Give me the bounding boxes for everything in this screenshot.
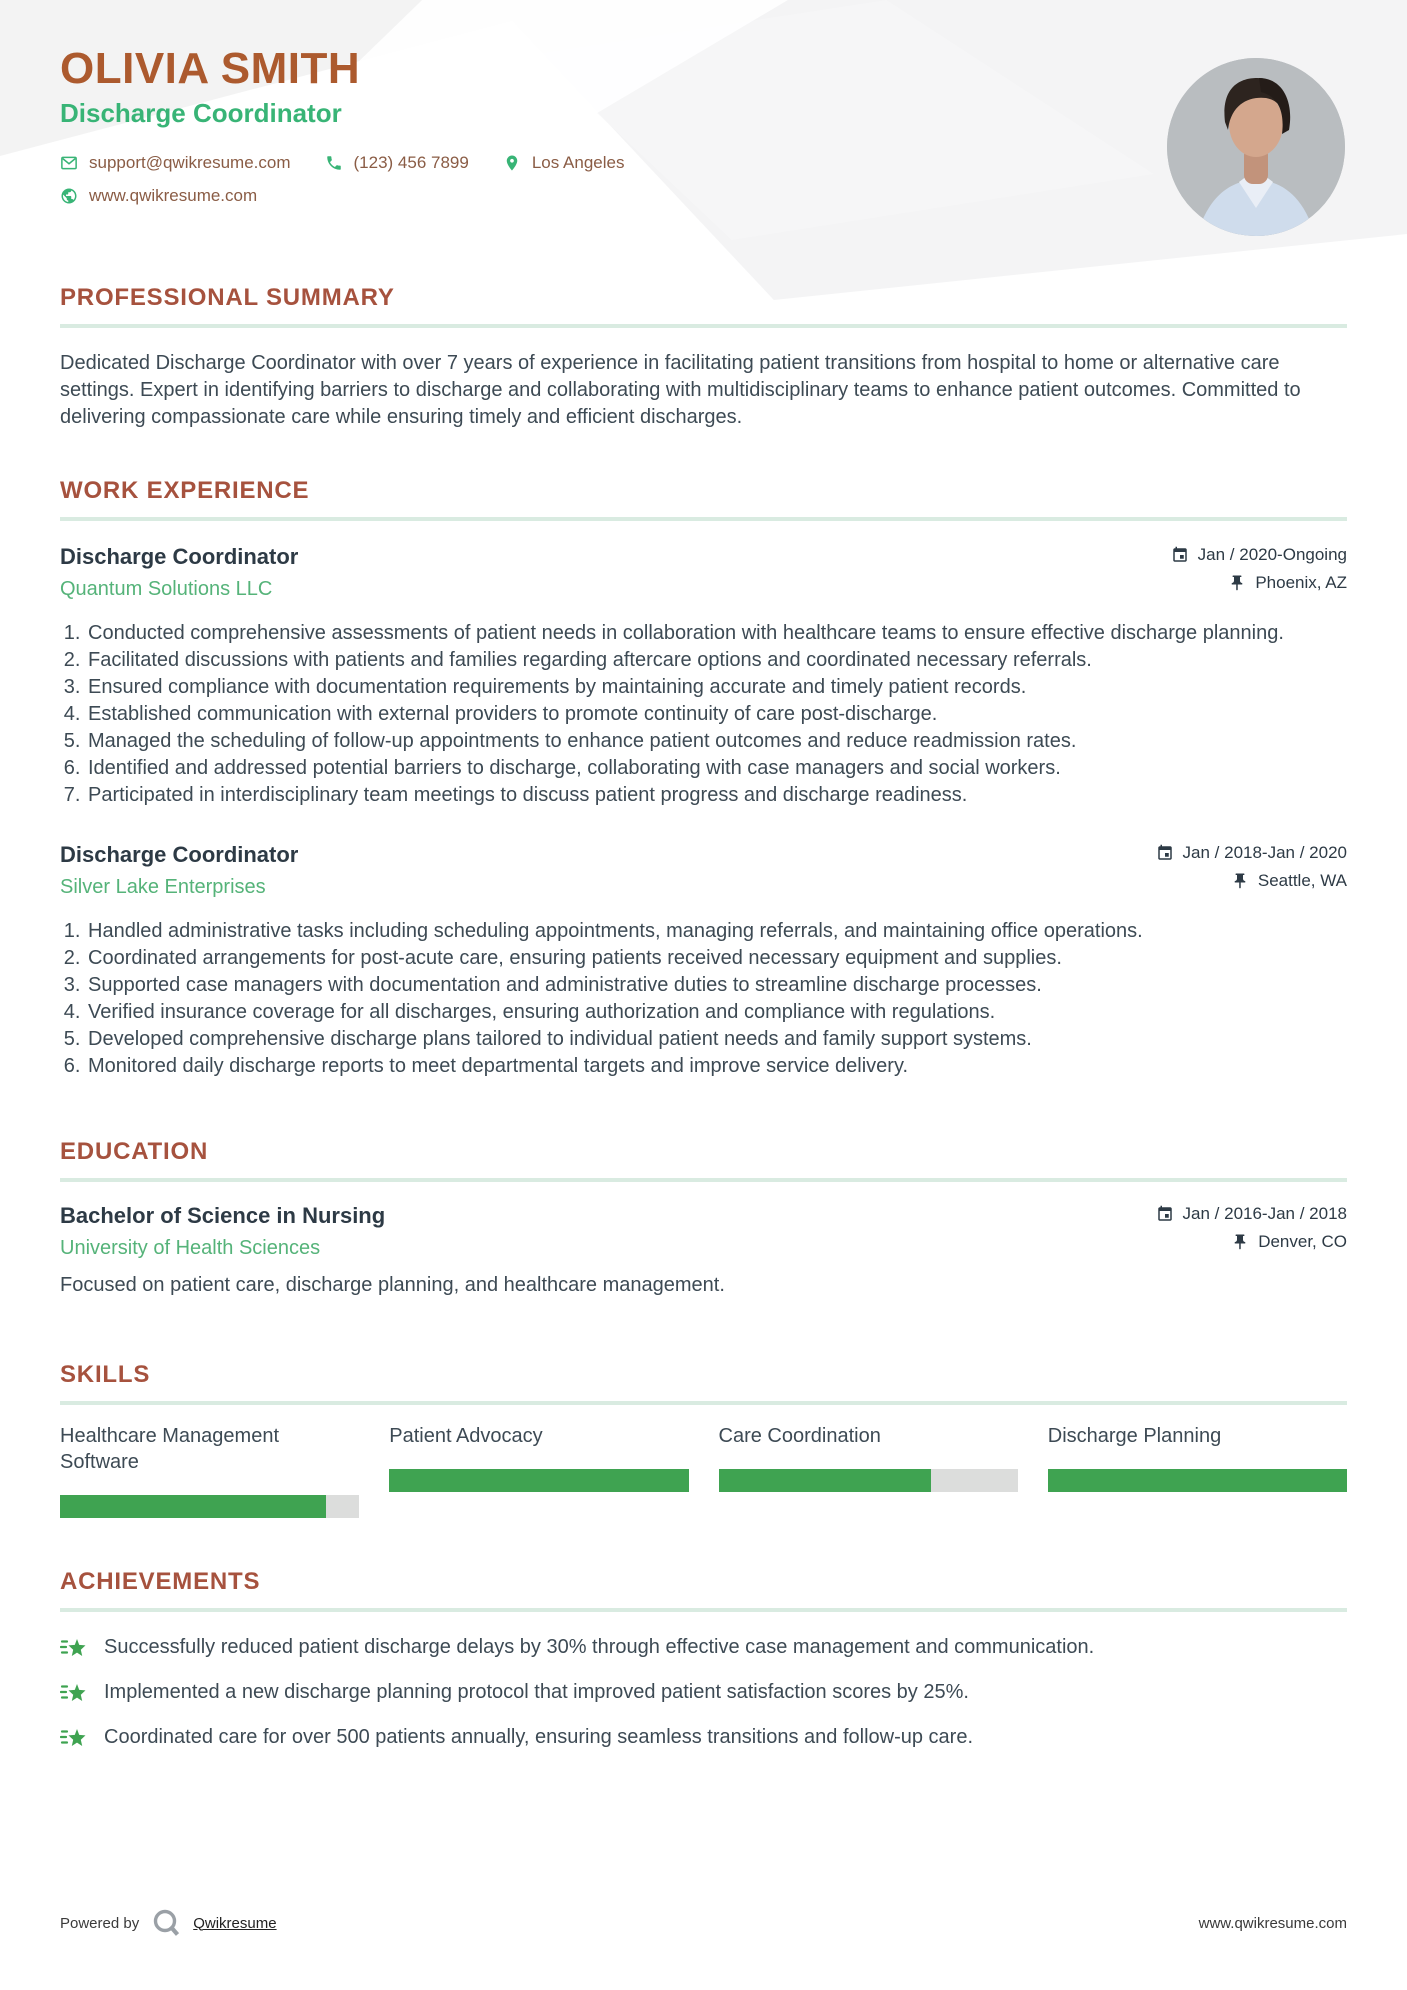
achievement-item <box>60 1679 1347 1706</box>
job-bullet: 4. Established communication with external providers to promote continuity of care post-discharge. <box>86 701 1316 728</box>
achievement-text: Successfully reduced patient discharge delays by 30% through effective case management and communication. <box>104 1636 1095 1659</box>
calendar-icon <box>1156 1205 1174 1223</box>
star-badge-icon <box>60 1633 88 1661</box>
education-location: Denver, CO <box>1258 1232 1347 1252</box>
job-dates: Jan / 2018-Jan / 2020 <box>1182 843 1347 863</box>
achievement-text: Coordinated care for over 500 patients annually, ensuring seamless transitions and follow-up care. <box>104 1726 974 1749</box>
section-achievements <box>60 1568 1347 1751</box>
section-divider <box>60 324 1347 328</box>
achievement-item <box>60 1724 1347 1751</box>
education-dates-row <box>1156 1204 1347 1224</box>
education-dates: Jan / 2016-Jan / 2018 <box>1182 1204 1347 1224</box>
contact-phone <box>325 153 469 173</box>
map-pin-icon <box>503 154 521 172</box>
job-meta <box>1171 545 1347 593</box>
skill-progress-track <box>389 1469 688 1492</box>
globe-icon <box>60 187 78 205</box>
calendar-icon <box>1156 844 1174 862</box>
contact-row <box>60 153 1347 173</box>
job-bullet: 4. Verified insurance coverage for all discharges, ensuring authorization and compliance with regulations. <box>86 999 1347 1026</box>
job-bullet: 7. Participated in interdisciplinary team meetings to discuss patient progress and discharge readiness. <box>86 782 1316 809</box>
brand-link[interactable]: Qwikresume <box>193 1914 277 1932</box>
job-company: Quantum Solutions LLC <box>60 578 273 601</box>
section-work-experience <box>60 477 1347 1080</box>
job-dates-row <box>1171 545 1347 565</box>
section-divider <box>60 1178 1347 1182</box>
phone-icon <box>325 154 343 172</box>
job-title: Discharge Coordinator <box>60 544 299 570</box>
profile-photo <box>1167 58 1345 236</box>
skill-item <box>389 1423 688 1492</box>
star-badge-icon <box>60 1678 88 1706</box>
job-bullet: 2. Facilitated discussions with patients and families regarding aftercare options and coordinated necessary referrals. <box>86 647 1316 674</box>
website-row <box>60 186 1347 206</box>
skill-progress-fill <box>1048 1469 1347 1492</box>
star-badge-icon <box>60 1723 88 1751</box>
skill-progress-fill <box>719 1469 931 1492</box>
school-name: University of Health Sciences <box>60 1237 321 1260</box>
person-name: OLIVIA SMITH <box>60 44 361 93</box>
contact-website[interactable] <box>60 186 257 206</box>
section-divider <box>60 517 1347 521</box>
section-skills <box>60 1361 1347 1518</box>
achievement-text: Implemented a new discharge planning protocol that improved patient satisfaction scores by 25%. <box>104 1681 969 1704</box>
education-meta <box>1156 1204 1347 1252</box>
job-bullet: 1. Conducted comprehensive assessments of patient needs in collaboration with healthcare teams to ensure effective discharge planning. <box>86 620 1316 647</box>
pushpin-icon <box>1231 1233 1249 1251</box>
job-bullet: 3. Supported case managers with documentation and administrative duties to streamline discharge processes. <box>86 972 1347 999</box>
achievements-heading: ACHIEVEMENTS <box>60 1568 261 1596</box>
job-bullet-list <box>60 620 1316 809</box>
skill-item <box>60 1423 359 1518</box>
achievement-item <box>60 1634 1347 1661</box>
job-bullet: 1. Handled administrative tasks including scheduling appointments, managing referrals, and maintaining office operations. <box>86 918 1347 945</box>
skill-progress-track <box>60 1495 359 1518</box>
portrait-illustration <box>1167 58 1345 236</box>
skill-progress-fill <box>60 1495 326 1518</box>
job-location-row <box>1156 871 1347 891</box>
skills-grid <box>60 1423 1347 1518</box>
skill-label: Care Coordination <box>718 1425 881 1448</box>
job-location: Phoenix, AZ <box>1255 573 1347 593</box>
degree-title: Bachelor of Science in Nursing <box>60 1203 386 1229</box>
skill-label: Discharge Planning <box>1047 1425 1222 1448</box>
job-bullet: 6. Monitored daily discharge reports to meet departmental targets and improve service delivery. <box>86 1053 1347 1080</box>
powered-by-label: Powered by <box>60 1914 140 1932</box>
resume-header <box>60 0 1347 206</box>
job-company: Silver Lake Enterprises <box>60 876 266 899</box>
skill-progress-fill <box>389 1469 688 1492</box>
summary-text: Dedicated Discharge Coordinator with over 7 years of experience in facilitating patient transitions from hospital to home or alternative care settings. Expert in identifying barriers to discharge and collaborating with multidisciplinary teams to enhance patient outcomes. Committed to delivering compassionate care while ensuring timely and efficient discharges. <box>60 352 1301 429</box>
job-bullet-list <box>60 918 1347 1080</box>
footer-branding <box>60 1908 277 1938</box>
skill-label: Patient Advocacy <box>389 1425 543 1448</box>
experience-heading: WORK EXPERIENCE <box>60 477 310 505</box>
job-title: Discharge Coordinator <box>60 842 299 868</box>
contact-location <box>503 153 625 173</box>
section-professional-summary <box>60 284 1347 431</box>
skill-progress-track <box>1048 1469 1347 1492</box>
skill-label: Healthcare Management Software <box>60 1425 280 1474</box>
footer-website[interactable]: www.qwikresume.com <box>1198 1914 1347 1932</box>
contact-email[interactable] <box>60 153 291 173</box>
job-location-row <box>1171 573 1347 593</box>
envelope-icon <box>60 154 78 172</box>
website-text: www.qwikresume.com <box>89 186 258 206</box>
email-text: support@qwikresume.com <box>89 153 291 173</box>
skills-heading: SKILLS <box>60 1361 151 1389</box>
section-divider <box>60 1401 1347 1405</box>
job-entry <box>60 843 1347 1080</box>
location-text: Los Angeles <box>531 153 625 173</box>
job-entry <box>60 545 1347 809</box>
person-job-title: Discharge Coordinator <box>60 98 342 129</box>
job-location: Seattle, WA <box>1257 871 1347 891</box>
education-entry <box>60 1204 1347 1299</box>
skill-item <box>719 1423 1018 1492</box>
phone-text: (123) 456 7899 <box>353 153 469 173</box>
education-description: Focused on patient care, discharge planning, and healthcare management. <box>60 1274 725 1297</box>
education-heading: EDUCATION <box>60 1138 209 1166</box>
summary-heading: PROFESSIONAL SUMMARY <box>60 284 395 312</box>
page-footer <box>60 1908 1347 1938</box>
section-divider <box>60 1608 1347 1612</box>
job-dates: Jan / 2020-Ongoing <box>1197 545 1347 565</box>
education-location-row <box>1156 1232 1347 1252</box>
section-education <box>60 1138 1347 1299</box>
pushpin-icon <box>1228 574 1246 592</box>
job-bullet: 2. Coordinated arrangements for post-acute care, ensuring patients received necessary equipment and supplies. <box>86 945 1347 972</box>
job-bullet: 6. Identified and addressed potential barriers to discharge, collaborating with case managers and social workers. <box>86 755 1316 782</box>
pushpin-icon <box>1231 872 1249 890</box>
job-bullet: 5. Developed comprehensive discharge plans tailored to individual patient needs and family support systems. <box>86 1026 1347 1053</box>
q-circle-icon <box>151 1908 181 1938</box>
skill-progress-track <box>719 1469 1018 1492</box>
achievements-list <box>60 1634 1347 1751</box>
calendar-icon <box>1171 546 1189 564</box>
skill-item <box>1048 1423 1347 1492</box>
job-meta <box>1156 843 1347 891</box>
job-dates-row <box>1156 843 1347 863</box>
job-bullet: 3. Ensured compliance with documentation requirements by maintaining accurate and timely patient records. <box>86 674 1316 701</box>
job-bullet: 5. Managed the scheduling of follow-up appointments to enhance patient outcomes and reduce readmission rates. <box>86 728 1316 755</box>
